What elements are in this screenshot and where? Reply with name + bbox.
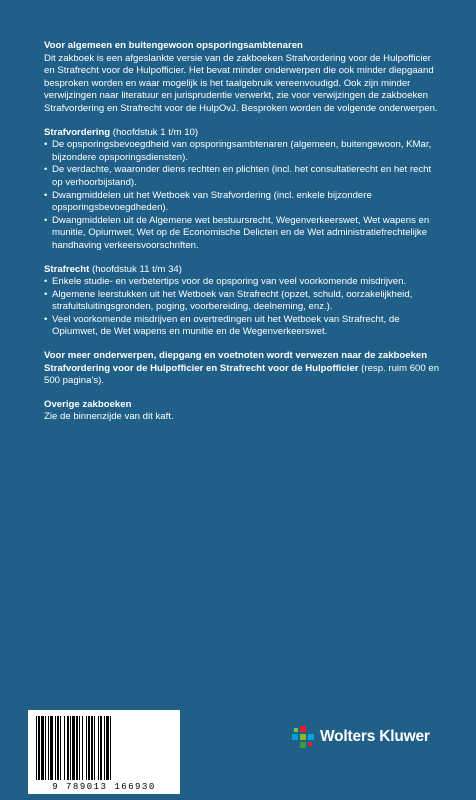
strafvordering-section [44,127,444,253]
strafvordering-list [44,139,444,252]
strafrecht-title [44,264,444,277]
list-item: • De verdachte, waaronder diens rechten en plichten (incl. het consultatierecht en het recht op verhoorbijstand). [44,164,444,189]
more-info-text [44,350,444,388]
barcode-bars [34,716,174,780]
strafvordering-title [44,127,444,140]
strafrecht-section [44,264,444,340]
other-books-title: Overige zakboeken [44,398,132,410]
wolters-kluwer-logo-icon [292,726,314,748]
strafrecht-title-bold: Strafrecht [44,263,90,275]
strafvordering-title-bold: Strafvordering [44,126,111,138]
strafvordering-range: (hoofdstuk 1 t/m 10) [110,126,199,138]
list-item: • Dwangmiddelen uit het Wetboek van Strafvordering (incl. enkele bijzondere opsporingsbevoegdheden). [44,190,444,215]
intro-heading: Voor algemeen en buitengewoon opsporingsambtenaren [44,40,303,51]
strafrecht-range: (hoofdstuk 11 t/m 34) [89,263,182,275]
barcode-digits: 9 789013 166930 [52,782,156,792]
logo-text: Wolters Kluwer [320,728,430,745]
list-item: • Algemene leerstukken uit het Wetboek van Strafrecht (opzet, schuld, oorzakelijkheid, strafuitsluitingsgronden, poging, voorbereiding, deelneming, enz.). [44,289,444,314]
more-info-section [44,350,444,388]
list-item: • Dwangmiddelen uit de Algemene wet bestuursrecht, Wegenverkeerswet, Wet wapens en munitie, Opiumwet, Wet op de Economische Delicten en de Wet administratiefrechtelijke handhaving verkeersvoorschriften. [44,215,444,253]
more-info-normal: (resp. ruim 600 en 500 pagina's). [44,362,440,387]
intro-text: Dit zakboek is een afgeslankte versie van de zakboeken Strafvordering voor de Hulpofficier en Strafrecht voor de Hulpofficier. Het bevat minder onderwerpen die ook minder diepgaand besproken worden en waar mogelijk is het taalgebruik vereenvoudigd. Ook zijn minder verwijzingen naar literatuur en jurisprudentie verwerkt, zie voor verwijzingen de zakboeken Strafvordering en Strafrecht voor de HulpOvJ. Besproken worden de volgende onderwerpen. [44,52,438,114]
list-item: • Enkele studie- en verbetertips voor de opsporing van veel voorkomende misdrijven. [44,276,444,289]
strafrecht-list [44,276,444,339]
back-cover-text [44,40,444,435]
list-item: • Veel voorkomende misdrijven en overtredingen uit het Wetboek van Strafrecht, de Opiumwet, de Wet wapens en munitie en de Wegenverkeerswet. [44,314,444,339]
other-books-text: Zie de binnenzijde van dit kaft. [44,411,174,423]
list-item: • De opsporingsbevoegdheid van opsporingsambtenaren (algemeen, buitengewoon, KMar, bijzondere opsporingsdiensten). [44,139,444,164]
other-books-section [44,399,444,424]
publisher-logo [292,726,430,748]
intro-section [44,40,444,116]
more-info-bold: Voor meer onderwerpen, diepgang en voetnoten wordt verwezen naar de zakboeken Strafvordering voor de Hulpofficier en Strafrecht voor de Hulpofficier [44,350,428,374]
barcode [28,710,180,794]
